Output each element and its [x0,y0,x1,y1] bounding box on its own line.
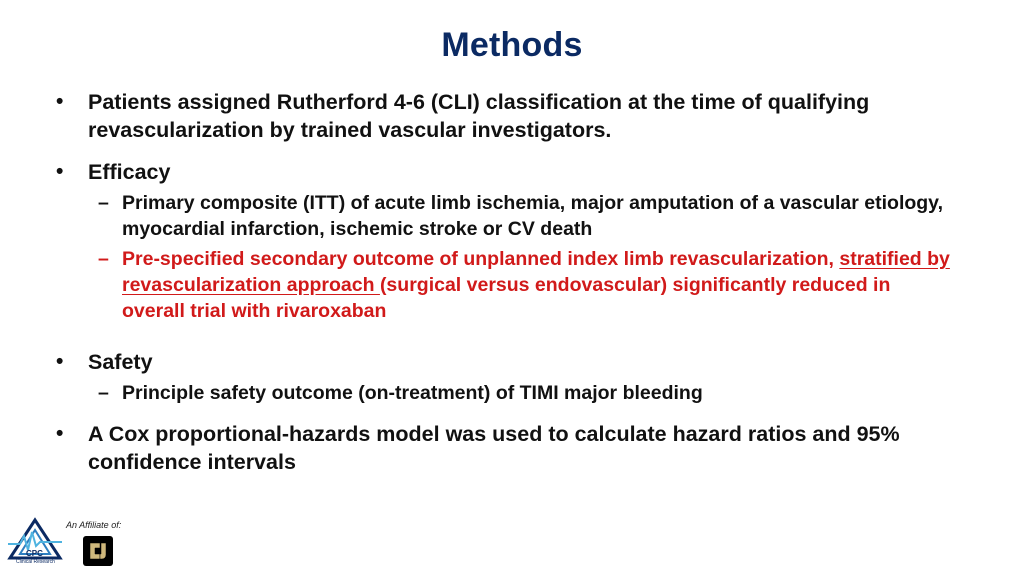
bullet-item [56,420,956,476]
cu-logo-icon [82,534,114,568]
sub-marker: – [98,192,109,214]
slide-title: Methods [441,26,583,64]
sub-item-highlighted [88,246,956,324]
sub-text: Primary composite (ITT) of acute limb ischemia, major amputation of a vascular etiology, myocardial infarction, ischemic stroke or CV death [122,192,943,240]
bullet-item [56,88,956,144]
sub-marker: – [98,248,109,270]
sub-text-part1: Pre-specified secondary outcome of unplanned index limb revascularization, [122,248,840,270]
cpc-logo-icon [6,514,64,574]
cpc-label: CPC [26,549,43,558]
cpc-sublabel: Clinical Research [16,559,55,565]
bullet-list [56,88,956,490]
bullet-text: Efficacy [88,160,171,184]
sub-item [88,190,956,242]
bullet-marker: • [56,422,64,445]
bullet-item-safety [56,348,956,406]
bullet-text: A Cox proportional-hazards model was used to calculate hazard ratios and 95% confidence intervals [88,422,900,474]
bullet-marker: • [56,160,64,183]
sub-text: Principle safety outcome (on-treatment) of TIMI major bleeding [122,382,703,404]
sub-list [88,380,956,406]
footer [0,510,160,576]
sub-text-underlined: stratified by revascularization approach [122,248,950,296]
bullet-marker: • [56,90,64,113]
bullet-text: Patients assigned Rutherford 4-6 (CLI) classification at the time of qualifying revascularization by trained vascular investigators. [88,90,870,142]
bullet-item-efficacy [56,158,956,324]
sub-item [88,380,956,406]
sub-list [88,190,956,324]
affiliate-label: An Affiliate of: [66,520,122,530]
sub-text-part2: (surgical versus endovascular) significantly reduced in overall trial with rivaroxaban [122,274,891,322]
sub-marker: – [98,382,109,404]
bullet-text: Safety [88,350,153,374]
bullet-marker: • [56,350,64,373]
